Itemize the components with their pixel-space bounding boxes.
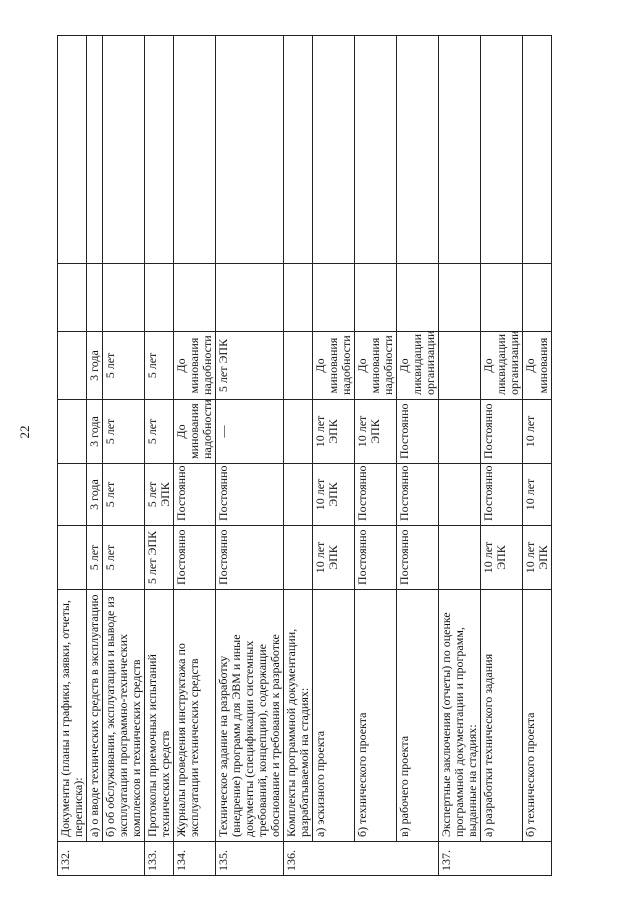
- table-cell: 10 лет ЭПК: [355, 400, 397, 464]
- table-row: [216, 36, 284, 876]
- row-number: 135.: [216, 842, 284, 876]
- page-number: 22: [17, 425, 32, 439]
- table-cell: Постоянно: [397, 400, 439, 464]
- row-label: б) об обслуживании, эксплуатации и выводе из эксплуатации программно-технических комплексов и технических средств: [103, 590, 145, 842]
- table-cell: До ликвидации организации: [397, 332, 439, 400]
- table-row: [284, 36, 313, 876]
- row-label: а) эскизного проекта: [313, 590, 355, 842]
- row-title: Журналы проведения инструктажа по эксплуатации технических средств: [174, 590, 216, 842]
- table-cell: 10 лет ЭПК: [313, 526, 355, 590]
- table-cell: Постоянно: [397, 464, 439, 526]
- table-cell: 10 лет: [523, 464, 552, 526]
- table-cell: 5 лет: [145, 332, 174, 400]
- table-cell: 5 лет: [103, 526, 145, 590]
- table-row: [313, 36, 355, 876]
- table-row: [87, 36, 103, 876]
- table-cell: 10 лет ЭПК: [313, 464, 355, 526]
- table-cell: 10 лет ЭПК: [313, 400, 355, 464]
- table-cell: 5 лет ЭПК: [145, 464, 174, 526]
- table-cell: Постоянно: [481, 400, 523, 464]
- row-number: 132.: [58, 842, 145, 876]
- retention-table: [57, 35, 552, 876]
- table-cell: Постоянно: [216, 464, 284, 526]
- rotated-table-container: [57, 36, 617, 876]
- table-cell: 10 лет: [523, 400, 552, 464]
- table-cell: 3 года: [87, 464, 103, 526]
- table-cell: Постоянно: [174, 464, 216, 526]
- table-cell: Постоянно: [481, 464, 523, 526]
- table-cell: Постоянно: [174, 526, 216, 590]
- table-row: [523, 36, 552, 876]
- table-cell: 10 лет ЭПК: [481, 526, 523, 590]
- table-cell: 3 года: [87, 332, 103, 400]
- table-cell: —: [216, 400, 284, 464]
- row-title: Экспертные заключения (отчеты) по оценке программной документации и программ, выданные на стадиях:: [439, 590, 481, 842]
- table-cell: До минования надобности: [174, 332, 216, 400]
- row-number: 136.: [284, 842, 439, 876]
- table-cell: 5 лет: [103, 464, 145, 526]
- table-cell: До минования надобности: [174, 400, 216, 464]
- table-cell: 3 года: [87, 400, 103, 464]
- row-label: а) разработки технического задания: [481, 590, 523, 842]
- row-label: в) рабочего проекта: [397, 590, 439, 842]
- table-cell: Постоянно: [355, 526, 397, 590]
- table-cell: 5 лет: [87, 526, 103, 590]
- row-number: 137.: [439, 842, 552, 876]
- table-row: [145, 36, 174, 876]
- row-title: Комплекты программной документации, разрабатываемой на стадиях:: [284, 590, 313, 842]
- table-row: [397, 36, 439, 876]
- row-label: б) технического проекта: [355, 590, 397, 842]
- table-cell: Постоянно: [397, 526, 439, 590]
- table-cell: До минования надобности: [355, 332, 397, 400]
- table-cell: 5 лет: [145, 400, 174, 464]
- table-cell: Постоянно: [216, 526, 284, 590]
- table-cell: 10 лет ЭПК: [523, 526, 552, 590]
- table-row: [439, 36, 481, 876]
- table-cell: До минования: [523, 332, 552, 400]
- table-cell: 5 лет: [103, 400, 145, 464]
- table-row: [481, 36, 523, 876]
- row-label: а) о вводе технических средств в эксплуатацию: [87, 590, 103, 842]
- row-title: Техническое задание на разработку (внедрение) программ для ЭВМ и иные документы (спецификации системных требований, концепции), содержащие обоснование и требования к разработке: [216, 590, 284, 842]
- row-title: Документы (планы и графики, заявки, отчеты, переписка):: [58, 590, 87, 842]
- table-cell: 5 лет ЭПК: [216, 332, 284, 400]
- table-cell: 5 лет: [103, 332, 145, 400]
- table-cell: Постоянно: [355, 464, 397, 526]
- row-title: Протоколы приемочных испытаний технических средств: [145, 590, 174, 842]
- table-row: [58, 36, 87, 876]
- row-label: б) технического проекта: [523, 590, 552, 842]
- row-number: 133.: [145, 842, 174, 876]
- table-cell: До ликвидации организации: [481, 332, 523, 400]
- table-row: [355, 36, 397, 876]
- table-row: [174, 36, 216, 876]
- table-row: [103, 36, 145, 876]
- row-number: 134.: [174, 842, 216, 876]
- table-cell: До минования надобности: [313, 332, 355, 400]
- table-cell: 5 лет ЭПК: [145, 526, 174, 590]
